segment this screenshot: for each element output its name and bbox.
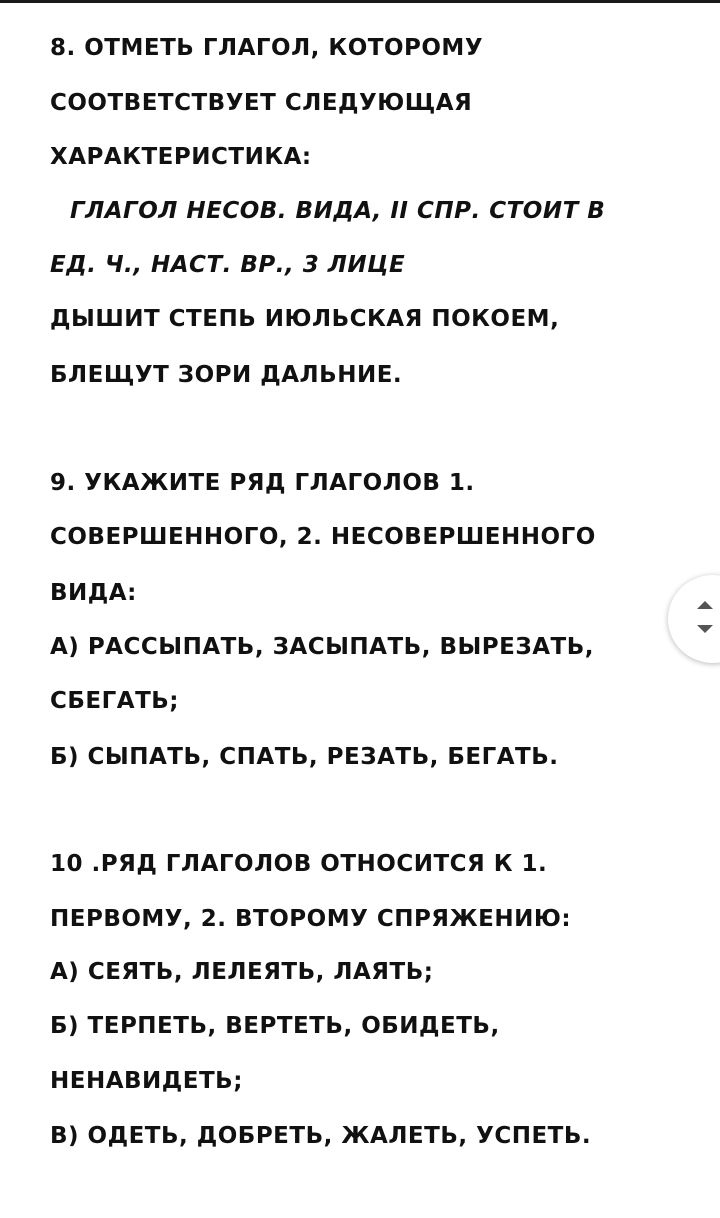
q8-line-2: СООТВЕТСТВУЕТ СЛЕДУЮЩАЯ xyxy=(50,90,473,116)
top-border xyxy=(0,0,720,3)
q10-line-4: Б) ТЕРПЕТЬ, ВЕРТЕТЬ, ОБИДЕТЬ, xyxy=(50,1013,500,1039)
q9-line-2: СОВЕРШЕННОГО, 2. НЕСОВЕРШЕННОГО xyxy=(50,524,596,550)
chevron-up-icon[interactable] xyxy=(697,601,713,609)
q9-line-6: Б) СЫПАТЬ, СПАТЬ, РЕЗАТЬ, БЕГАТЬ. xyxy=(50,744,559,770)
q8-line-5: ЕД. Ч., НАСТ. ВР., 3 ЛИЦЕ xyxy=(50,252,406,278)
q10-line-5: НЕНАВИДЕТЬ; xyxy=(50,1068,243,1094)
scroll-button[interactable] xyxy=(668,575,720,663)
q9-line-3: ВИДА: xyxy=(50,580,137,606)
q9-line-5: СБЕГАТЬ; xyxy=(50,688,179,714)
q8-line-3: ХАРАКТЕРИСТИКА: xyxy=(50,144,312,170)
q9-line-4: А) РАССЫПАТЬ, ЗАСЫПАТЬ, ВЫРЕЗАТЬ, xyxy=(50,634,594,660)
q8-line-7: БЛЕЩУТ ЗОРИ ДАЛЬНИЕ. xyxy=(50,362,403,388)
q8-line-4: ГЛАГОЛ НЕСОВ. ВИДА, II СПР. СТОИТ В xyxy=(70,198,606,224)
q10-line-2: ПЕРВОМУ, 2. ВТОРОМУ СПРЯЖЕНИЮ: xyxy=(50,906,572,932)
q10-line-3: А) СЕЯТЬ, ЛЕЛЕЯТЬ, ЛАЯТЬ; xyxy=(50,959,434,985)
q9-line-1: 9. УКАЖИТЕ РЯД ГЛАГОЛОВ 1. xyxy=(50,470,475,496)
q10-line-1: 10 .РЯД ГЛАГОЛОВ ОТНОСИТСЯ К 1. xyxy=(50,851,548,877)
q8-line-6: ДЫШИТ СТЕПЬ ИЮЛЬСКАЯ ПОКОЕМ, xyxy=(50,306,560,332)
q8-line-1: 8. ОТМЕТЬ ГЛАГОЛ, КОТОРОМУ xyxy=(50,35,484,61)
q10-line-6: В) ОДЕТЬ, ДОБРЕТЬ, ЖАЛЕТЬ, УСПЕТЬ. xyxy=(50,1123,592,1149)
chevron-down-icon[interactable] xyxy=(697,625,713,633)
